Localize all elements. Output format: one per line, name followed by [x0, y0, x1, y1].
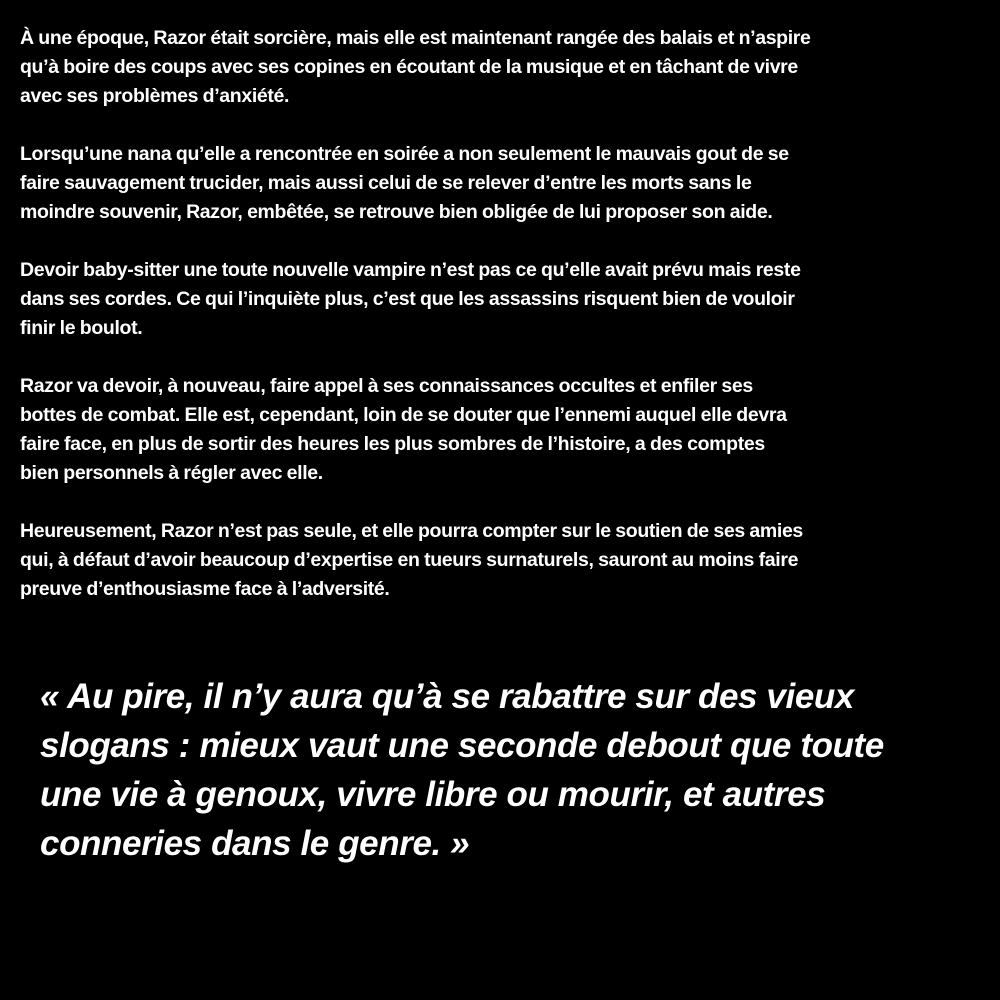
- text-line: moindre souvenir, Razor, embêtée, se retrouve bien obligée de lui proposer son aide.: [20, 201, 773, 223]
- paragraph-5: [20, 517, 985, 604]
- text-line: qu’à boire des coups avec ses copines en écoutant de la musique et en tâchant de vivre: [20, 56, 798, 78]
- text-line: faire sauvagement trucider, mais aussi celui de se relever d’entre les morts sans le: [20, 172, 752, 194]
- text-line: Devoir baby-sitter une toute nouvelle vampire n’est pas ce qu’elle avait prévu mais reste: [20, 259, 801, 281]
- paragraph-1: [20, 24, 985, 111]
- text-line: Lorsqu’une nana qu’elle a rencontrée en soirée a non seulement le mauvais gout de se: [20, 143, 789, 165]
- text-line: bien personnels à régler avec elle.: [20, 462, 323, 484]
- paragraph-4: [20, 372, 985, 488]
- text-line: faire face, en plus de sortir des heures les plus sombres de l’histoire, a des comptes: [20, 433, 765, 455]
- pull-quote: [40, 672, 980, 868]
- text-line: avec ses problèmes d’anxiété.: [20, 85, 290, 107]
- text-line: preuve d’enthousiasme face à l’adversité.: [20, 578, 390, 600]
- quote-line: « Au pire, il n’y aura qu’à se rabattre sur des vieux: [40, 677, 854, 716]
- text-line: Razor va devoir, à nouveau, faire appel à ses connaissances occultes et enfiler ses: [20, 375, 753, 397]
- text-line: finir le boulot.: [20, 317, 143, 339]
- quote-line: slogans : mieux vaut une seconde debout que toute: [40, 726, 884, 765]
- quote-line: conneries dans le genre. »: [40, 824, 470, 863]
- paragraph-2: [20, 140, 985, 227]
- text-line: Heureusement, Razor n’est pas seule, et elle pourra compter sur le soutien de ses amies: [20, 520, 803, 542]
- text-line: À une époque, Razor était sorcière, mais elle est maintenant rangée des balais et n’aspire: [20, 27, 811, 49]
- text-line: dans ses cordes. Ce qui l’inquiète plus, c’est que les assassins risquent bien de vouloir: [20, 288, 795, 310]
- text-line: qui, à défaut d’avoir beaucoup d’expertise en tueurs surnaturels, sauront au moins faire: [20, 549, 799, 571]
- quote-line: une vie à genoux, vivre libre ou mourir, et autres: [40, 775, 826, 814]
- blurb-text: [20, 24, 985, 633]
- text-line: bottes de combat. Elle est, cependant, loin de se douter que l’ennemi auquel elle devra: [20, 404, 787, 426]
- paragraph-3: [20, 256, 985, 343]
